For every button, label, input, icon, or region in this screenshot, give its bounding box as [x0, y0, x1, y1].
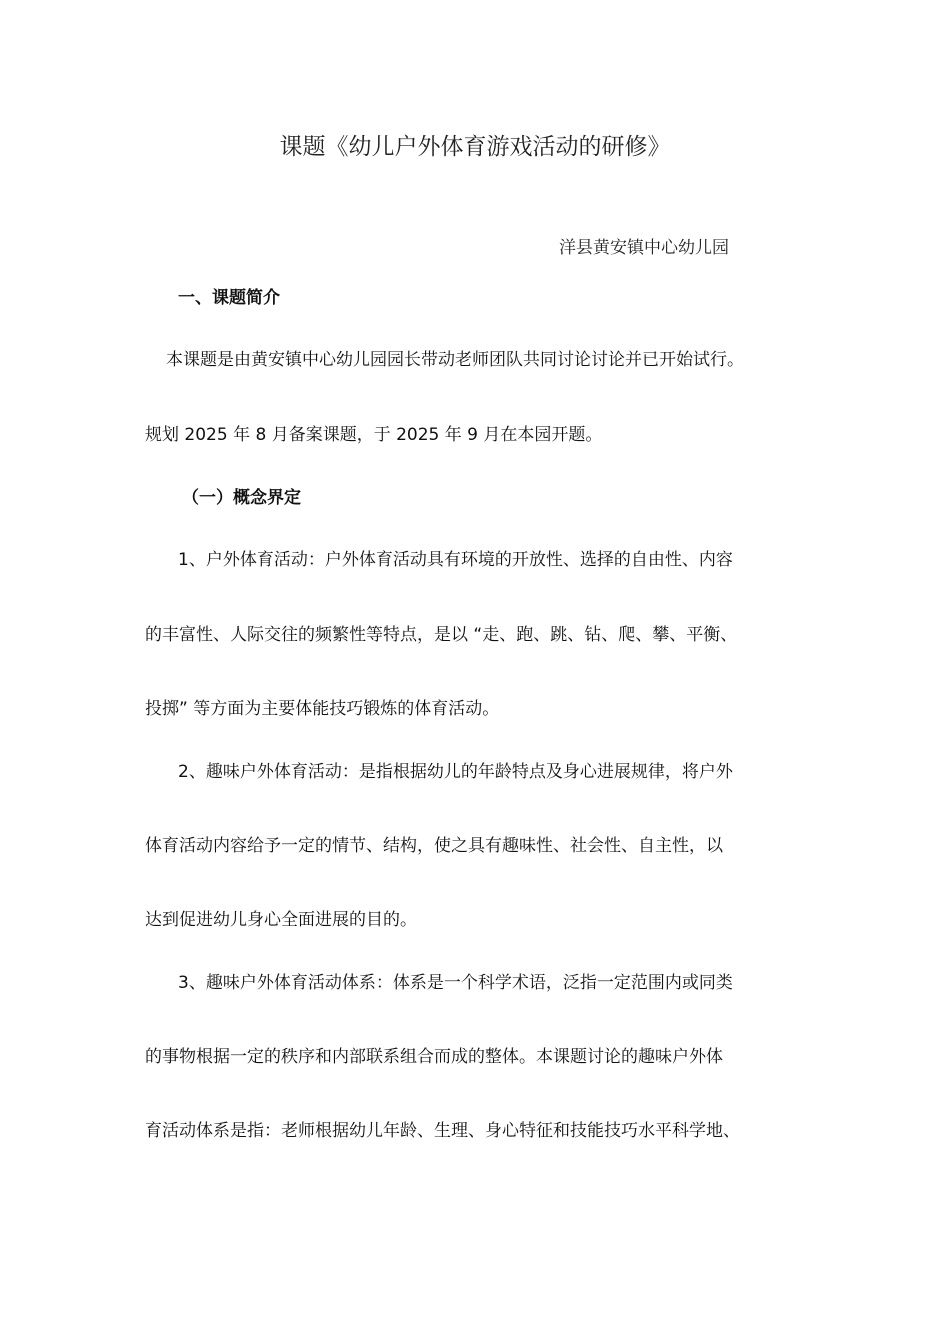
- definition-2-line-3: 达到促进幼儿身心全面进展的目的。: [145, 910, 417, 930]
- document-title: 课题《幼儿户外体育游戏活动的研修》: [279, 134, 671, 160]
- definition-3-line-1: 3、趣味户外体育活动体系：体系是一个科学术语，泛指一定范围内或同类: [178, 973, 733, 993]
- definition-1-line-2: 的丰富性、人际交往的频繁性等特点，是以 “走、跑、跳、钻、爬、攀、平衡、: [145, 625, 738, 645]
- definition-3-line-3: 育活动体系是指：老师根据幼儿年龄、生理、身心特征和技能技巧水平科学地、: [145, 1121, 740, 1141]
- definition-1-line-1: 1、户外体育活动：户外体育活动具有环境的开放性、选择的自由性、内容: [178, 550, 733, 570]
- subsection-heading-concepts: （一）概念界定: [182, 488, 301, 508]
- definition-1-line-3: 投掷” 等方面为主要体能技巧锻炼的体育活动。: [145, 699, 500, 719]
- paragraph-intro-line-2: 规划 2025 年 8 月备案课题，于 2025 年 9 月在本园开题。: [145, 425, 603, 445]
- organization-name: 洋县黄安镇中心幼儿园: [559, 238, 729, 258]
- section-heading-intro: 一、课题简介: [178, 288, 280, 308]
- definition-3-line-2: 的事物根据一定的秩序和内部联系组合而成的整体。本课题讨论的趣味户外体: [145, 1047, 723, 1067]
- paragraph-intro-line-1: 本课题是由黄安镇中心幼儿园园长带动老师团队共同讨论讨论并已开始试行。: [166, 350, 744, 370]
- definition-2-line-2: 体育活动内容给予一定的情节、结构，使之具有趣味性、社会性、自主性，以: [145, 836, 723, 856]
- definition-2-line-1: 2、趣味户外体育活动：是指根据幼儿的年龄特点及身心进展规律，将户外: [178, 762, 733, 782]
